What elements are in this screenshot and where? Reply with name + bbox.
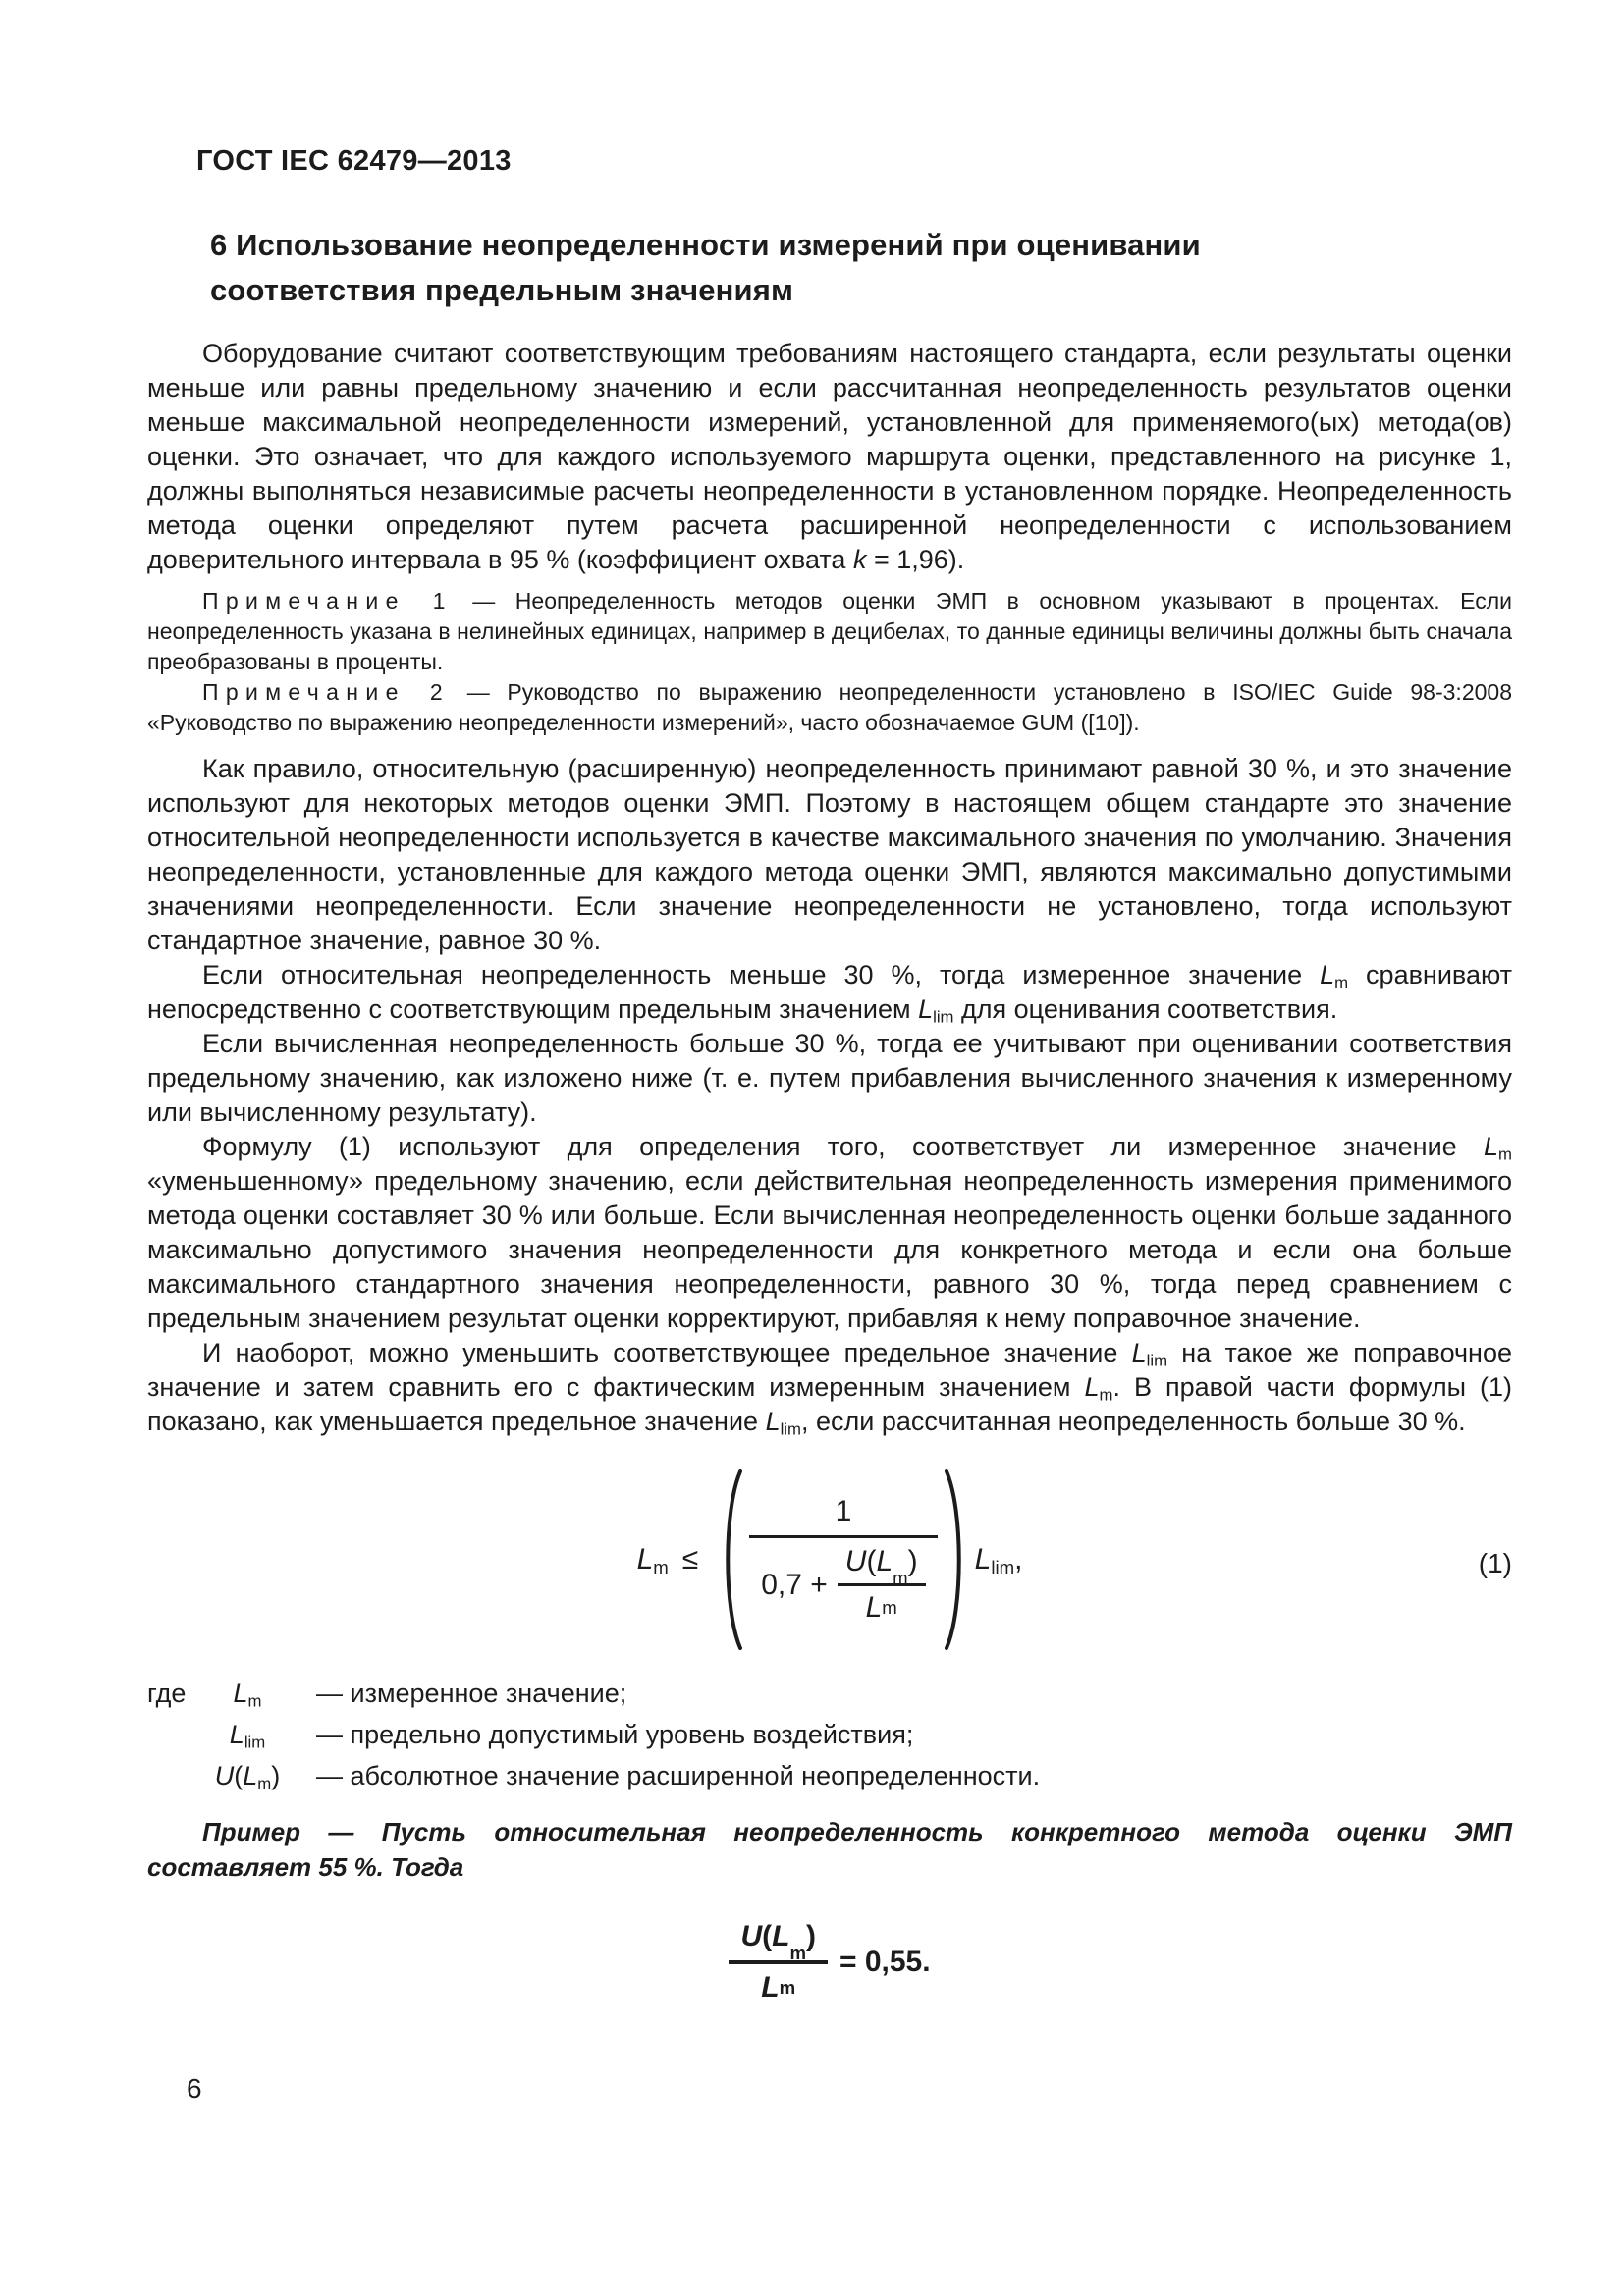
note-2: Примечание 2 — Руководство по выражению неопределенности установлено в ISO/IEC Guide 98-3:2008 «Руководство по выражению неопределенности измерений», часто обозначаемое GUM ([10]).	[147, 679, 1512, 735]
paragraph-reduce-limit: И наоборот, можно уменьшить соответствующее предельное значение $L_{lim}$ на такое же поправочное значение и затем сравнить его с фактическим измеренным значением $L_m$. В правой части формулы (1) показано, как уменьшается предельное значение $L_{lim}$, если рассчитанная неопределенность больше 30 %.	[147, 1338, 1512, 1439]
denominator-prefix: 0,7 +	[761, 1568, 828, 1601]
paragraph-less-than-30: Если относительная неопределенность меньше 30 %, тогда измеренное значение $L_m$ сравнивают непосредственно с соответствующим предельным значением $L_{lim}$ для оценивания соответствия.	[147, 960, 1513, 1027]
where-def-ulm: — абсолютное значение расширенной неопределенности.	[316, 1761, 1041, 1790]
equation-1	[147, 1467, 1512, 1653]
where-intro: где	[147, 1679, 187, 1708]
paragraph-formula-usage: Формулу (1) используют для определения того, соответствует ли измеренное значение $L_m$ «уменьшенному» предельному значению, если действительная неопределенность измерения применимого метода оценки составляет 30 % или больше. Если вычисленная неопределенность оценки больше заданного максимально допустимого значения неопределенности для конкретного метода и если она больше максимального стандартного значения неопределенности, равного 30 %, тогда перед сравнением с предельным значением результат оценки корректируют, прибавляя к нему поправочное значение.	[147, 1132, 1512, 1333]
equation-2-fraction	[729, 1920, 828, 2004]
where-row-llim	[147, 1714, 1512, 1755]
section-heading	[210, 223, 1512, 313]
where-def-llim: — предельно допустимый уровень воздействия;	[316, 1720, 914, 1749]
equation-2-denominator: L m	[761, 1971, 796, 2003]
inner-fraction-denominator: L m	[865, 1591, 897, 1624]
where-list	[147, 1673, 1512, 1796]
where-row-ulm	[147, 1755, 1512, 1796]
equation-1-number: (1)	[1478, 1547, 1512, 1578]
outer-fraction-denominator	[749, 1538, 937, 1625]
equation-2	[147, 1920, 1512, 2004]
page-number: 6	[187, 2073, 202, 2104]
equation-1-rhs: $L_{lim}$,	[974, 1543, 1023, 1578]
less-equal-sign: ≤	[681, 1543, 699, 1575]
paragraph-more-than-30: Если вычисленная неопределенность больше 30 %, тогда ее учитывают при оценивании соответствия предельному значению, как изложено ниже (т. е. путем прибавления вычисленного значения к измеренному или вычисленному результату).	[147, 1029, 1512, 1127]
section-heading-line1: 6 Использование неопределенности измерений при оценивании	[210, 228, 1201, 262]
where-term-lm: $L_m$	[233, 1679, 262, 1711]
where-def-lm: — измеренное значение;	[316, 1679, 627, 1708]
equation-2-result: = 0,55.	[839, 1946, 931, 1978]
where-term-llim: $L_{lim}$	[229, 1720, 266, 1752]
running-header: ГОСТ IEC 62479—2013	[196, 145, 512, 177]
section-heading-line2: соответствия предельным значениям	[210, 273, 794, 307]
paragraph-compliance: Оборудование считают соответствующим требованиям настоящего стандарта, если результаты оценки меньше или равны предельному значению и если рассчитанная неопределенность результатов оценки меньше максимальной неопределенности измерений, установленной для применяемого(ых) метода(ов) оценки. Это означает, что для каждого используемого маршрута оценки, представленного на рисунке 1, должны выполняться независимые расчеты неопределенности в установленном порядке. Неопределенность метода оценки определяют путем расчета расширенной неопределенности с использованием доверительного интервала в 95 % (коэффициент охвата k = 1,96).	[147, 339, 1512, 574]
note-1: Примечание 1 — Неопределенность методов оценки ЭМП в основном указывают в процентах. Если неопределенность указана в нелинейных единицах, например в децибелах, то данные единицы величины должны быть сначала преобразованы в проценты.	[147, 588, 1512, 674]
outer-fraction-numerator: 1	[749, 1495, 937, 1538]
left-paren-icon	[716, 1467, 745, 1653]
equation-1-math	[637, 1467, 1023, 1653]
outer-fraction	[749, 1495, 937, 1625]
inner-fraction	[838, 1545, 926, 1625]
where-term-ulm: $U(L_m)$	[214, 1761, 281, 1793]
equation-2-numerator: U ( L m )	[729, 1920, 828, 1964]
right-paren-icon	[942, 1467, 971, 1653]
where-row-lm	[147, 1673, 1512, 1714]
paragraph-default-uncertainty: Как правило, относительную (расширенную) неопределенность принимают равной 30 %, и это значение используют для некоторых методов оценки ЭМП. Поэтому в настоящем общем стандарте это значение относительной неопределенности используется в качестве максимального значения по умолчанию. Значения неопределенности, установленные для каждого метода оценки ЭМП, являются максимально допустимыми значениями неопределенности. Если значение неопределенности не установлено, тогда используют стандартное значение, равное 30 %.	[147, 754, 1512, 955]
equation-1-lhs: $L_m$	[636, 1543, 669, 1578]
inner-fraction-numerator: U ( L m )	[838, 1545, 926, 1586]
example-paragraph: Пример — Пусть относительная неопределенность конкретного метода оценки ЭМП составляет 55 %. Тогда	[147, 1817, 1512, 1882]
